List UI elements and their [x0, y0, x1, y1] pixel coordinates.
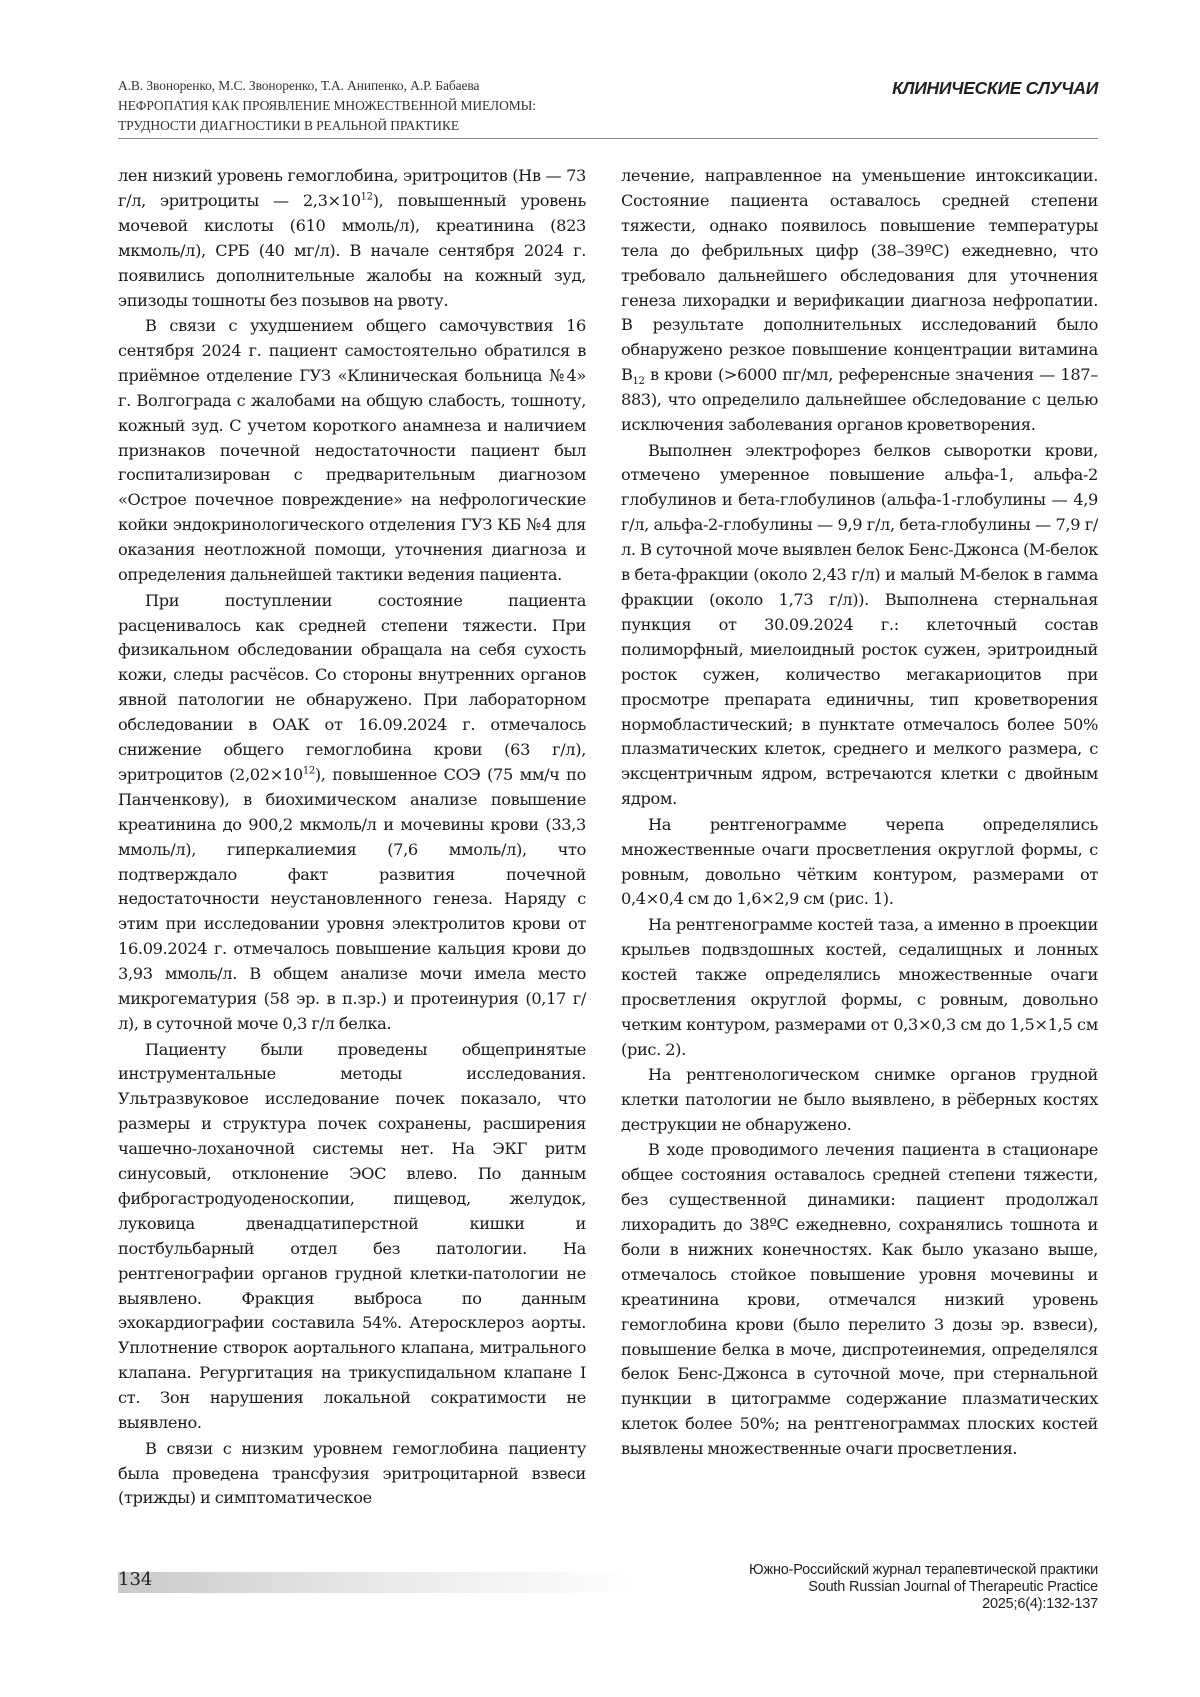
journal-citation: 2025;6(4):132-137	[982, 1596, 1098, 1612]
paragraph: Выполнен электрофорез белков сыворотки крови, отмечено умеренное повышение альфа-1, альфа-2 глобулинов и бета-глобулинов (альфа-1-глобулины — 4,9 г/л, альфа-2-глобулины — 9,9 г/л, бета-глобулины — 7,9 г/л. В суточной моче выявлен белок Бенс-Джонса (М-белок в бета-фракции (около 2,43 г/л) и малый М-белок в гамма фракции (около 1,73 г/л)). Выполнена стернальная пункция от 30.09.2024 г.: клеточный состав полиморфный, миелоидный росток сужен, эритроидный росток сужен, количество мегакариоцитов при просмотре препарата единичны, тип кроветворения нормобластический; в пунктате отмечалось более 50% плазматических клеток, среднего и мелкого размера, с эксцентричным ядром, встречаются клетки с двойным ядром.	[621, 440, 1098, 809]
running-header	[118, 78, 1098, 140]
superscript: 12	[302, 765, 315, 777]
header-authors: А.В. Звоноренко, М.С. Звоноренко, Т.А. Анипенко, А.Р. Бабаева	[118, 78, 480, 93]
footer-gradient-bar	[118, 1572, 638, 1593]
left-column	[118, 164, 586, 1512]
text-run: лечение, направленное на уменьшение интоксикации. Состояние пациента оставалось средней степени тяжести, однако появилось повышение температуры тела до фебрильных цифр (38–39ºС) ежедневно, что требовало дальнейшего обследования для уточнения генеза лихорадки и верификации диагноза нефропатии. В результате дополнительных исследований было обнаружено резкое повышение концентрации витамина В	[621, 166, 1098, 385]
paragraph	[621, 164, 1098, 438]
text-run: ), повышенный уровень мочевой кислоты (610 ммоль/л), креатинина (823 мкмоль/л), СРБ (40 мг/л). В начале сентября 2024 г. появились дополнительные жалобы на кожный зуд, эпизоды тошноты без позывов на рвоту.	[118, 190, 586, 310]
paragraph: На рентгенологическом снимке органов грудной клетки патологии не было выявлено, в рёберных костях деструкции не обнаружено.	[621, 1065, 1098, 1134]
text-run: При поступлении состояние пациента расценивалось как средней степени тяжести. При физикальном обследовании обращала на себя сухость кожи, следы расчёсов. Со стороны внутренних органов явной патологии не обнаружено. При лабораторном обследовании в ОАК от 16.09.2024 г. отмечалось снижение общего гемоглобина крови (63 г/л), эритроцитов (2,02×10	[118, 590, 586, 784]
paragraph: В связи с низким уровнем гемоглобина пациенту была проведена трансфузия эритроцитарной взвеси (трижды) и симптоматическое	[118, 1438, 586, 1508]
text-run: в крови (>6000 пг/мл, референсные значения — 187–883), что определило дальнейшее обследование с целью исключения заболевания органов кроветворения.	[621, 365, 1098, 435]
text-run: лен низкий уровень гемоглобина, эритроцитов (Нв — 73 г/л, эритроциты — 2,3×10	[118, 166, 586, 210]
paragraph: Пациенту были проведены общепринятые инструментальные методы исследования. Ультразвуковое исследование почек показало, что размеры и структура почек сохранены, расширения чашечно-лоханочной системы нет. На ЭКГ ритм синусовый, отклонение ЭОС влево. По данным фиброгастродуоденоскопии, пищевод, желудок, луковица двенадцатиперстной кишки и постбульбарный отдел без патологии. На рентгенографии органов грудной клетки-патологии не выявлено. Фракция выброса по данным эхокардиографии составила 54%. Атеросклероз аорты. Уплотнение створок аортального клапана, митрального клапана. Регургитация на трикуспидальном клапане I ст. Зон нарушения локальной сократимости не выявлено.	[118, 1039, 586, 1433]
paragraph	[118, 164, 586, 313]
paragraph	[118, 589, 586, 1037]
section-label: КЛИНИЧЕСКИЕ СЛУЧАИ	[892, 78, 1098, 98]
paragraph: На рентгенограмме черепа определялись множественные очаги просветления округлой формы, с ровным, довольно чётким контуром, размерами от 0,4×0,4 см до 1,6×2,9 см (рис. 1).	[621, 814, 1098, 909]
right-column	[621, 164, 1098, 1463]
paragraph: В ходе проводимого лечения пациента в стационаре общее состояния оставалось средней степени тяжести, без существенной динамики: пациент продолжал лихорадить до 38ºС ежедневно, сохранялись тошнота и боли в нижних конечностях. Как было указано выше, отмечалось стойкое повышение уровня мочевины и креатинина крови, отмечался низкий уровень гемоглобина крови (было перелито 3 дозы эр. взвеси), повышение белка в моче, диспротеинемия, определялся белок Бенс-Джонса в суточной моче, при стернальной пункции в цитограмме содержание плазматических клеток более 50%; на рентгенограммах плоских костей выявлены множественные очаги просветления.	[621, 1140, 1098, 1459]
text-run: ), повышенное СОЭ (75 мм/ч по Панченкову), в биохимическом анализе повышение креатинина до 900,2 мкмоль/л и мочевины крови (33,3 ммоль/л), гиперкалиемия (7,6 ммоль/л), что подтверждало факт развития почечной недостаточности неустановленного генеза. Наряду с этим при исследовании уровня электролитов крови от 16.09.2024 г. отмечалось повышение кальция крови до 3,93 ммоль/л. В общем анализе мочи имела место микрогематурия (58 эр. в п.зр.) и протеинурия (0,17 г/л), в суточной моче 0,3 г/л белка.	[118, 764, 586, 1033]
header-title-line-2: ТРУДНОСТИ ДИАГНОСТИКИ В РЕАЛЬНОЙ ПРАКТИКЕ	[118, 118, 460, 133]
page-number: 134	[118, 1569, 153, 1590]
header-divider	[118, 138, 1098, 139]
journal-title-en: South Russian Journal of Therapeutic Practice	[808, 1579, 1098, 1595]
paragraph: На рентгенограмме костей таза, а именно в проекции крыльев подвздошных костей, седалищных и лонных костей также определялись множественные очаги просветления округлой формы, с ровным, довольно четким контуром, размерами от 0,3×0,3 см до 1,5×1,5 см (рис. 2).	[621, 914, 1098, 1059]
header-title-line-1: НЕФРОПАТИЯ КАК ПРОЯВЛЕНИЕ МНОЖЕСТВЕННОЙ МИЕЛОМЫ:	[118, 98, 536, 113]
superscript: 12	[360, 191, 373, 203]
paragraph: В связи с ухудшением общего самочувствия 16 сентября 2024 г. пациент самостоятельно обратился в приёмное отделение ГУЗ «Клиническая больница №4» г. Волгограда с жалобами на общую слабость, тошноту, кожный зуд. С учетом короткого анамнеза и наличием признаков почечной недостаточности пациент был госпитализирован с предварительным диагнозом «Острое почечное повреждение» на нефрологические койки эндокринологического отделения ГУЗ КБ №4 для оказания неотложной помощи, уточнения диагноза и определения дальнейшей тактики ведения пациента.	[118, 316, 586, 585]
subscript: 12	[632, 376, 645, 388]
journal-title-ru: Южно-Российский журнал терапевтической практики	[749, 1562, 1098, 1578]
journal-info	[749, 1562, 1098, 1613]
